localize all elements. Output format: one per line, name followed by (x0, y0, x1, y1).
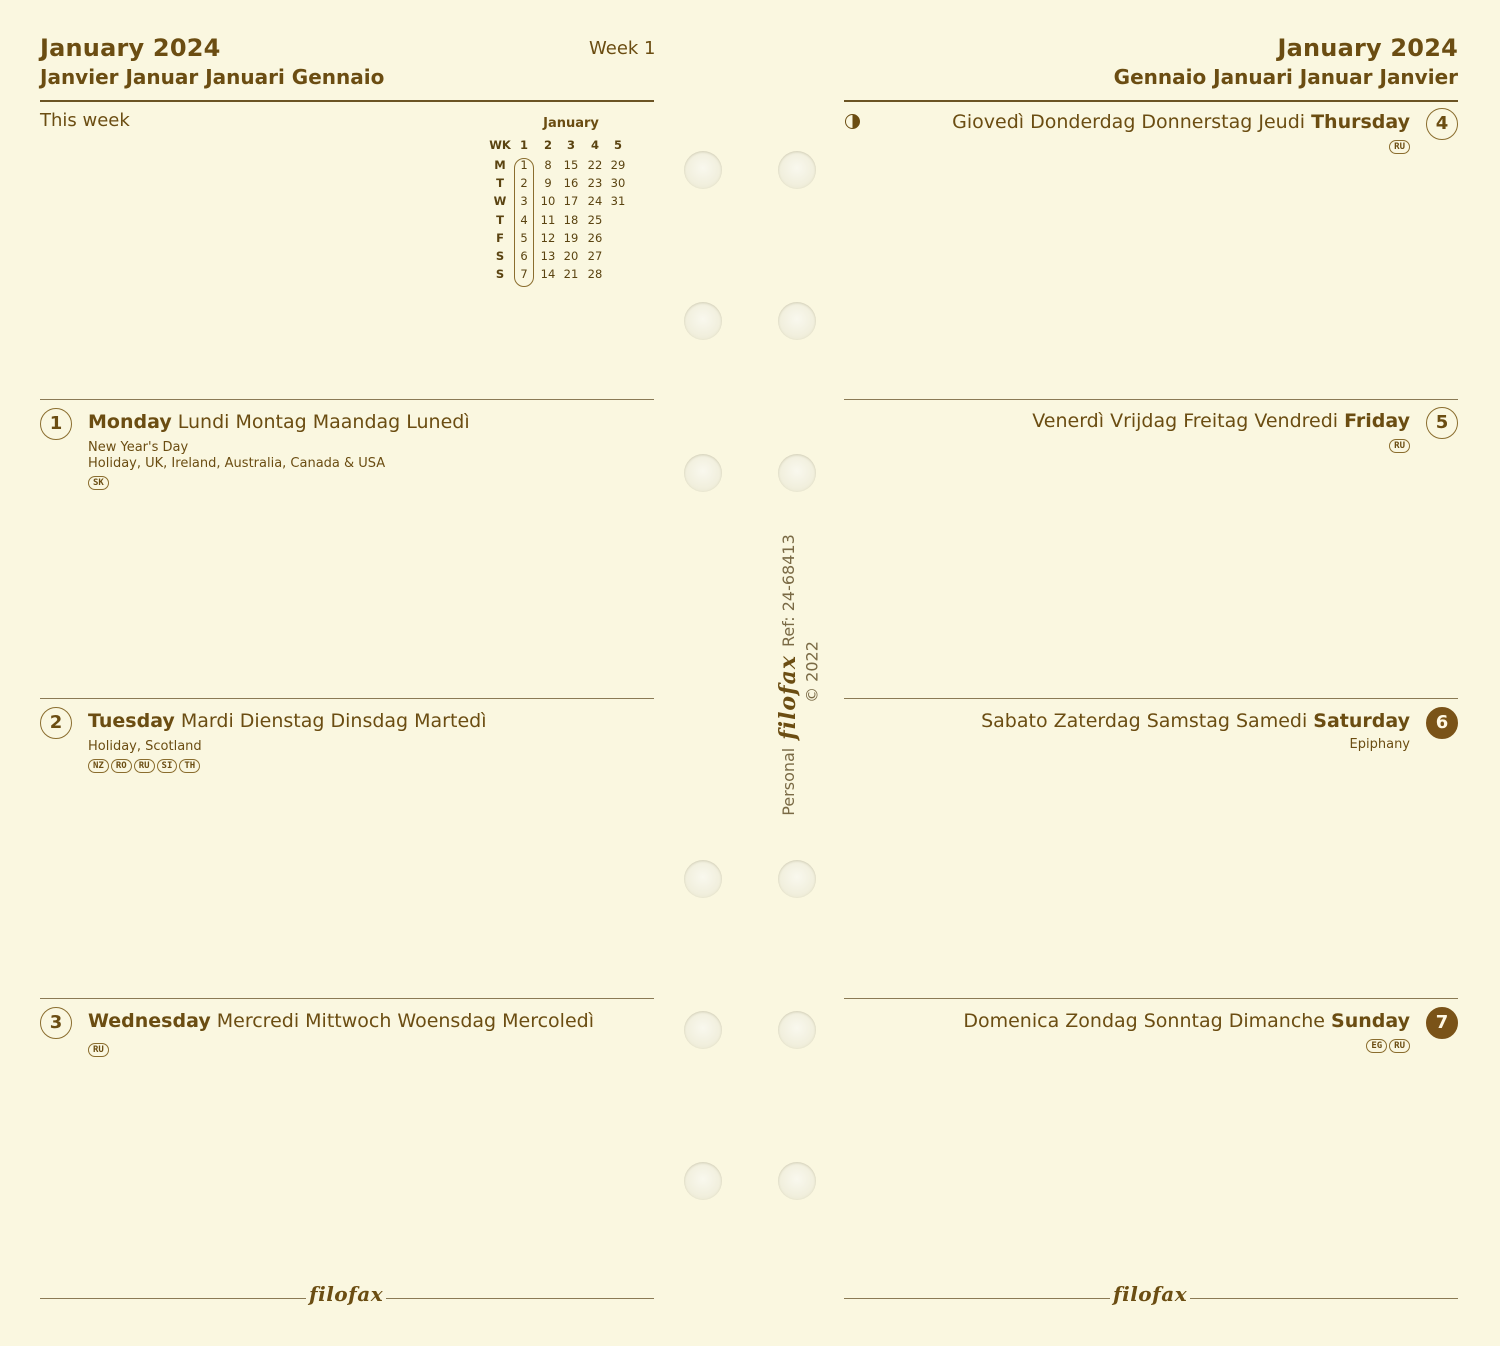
binder-hole (684, 302, 722, 340)
day-name-line (88, 411, 470, 433)
day-divider (40, 998, 654, 999)
day-name-english: Thursday (1311, 111, 1410, 133)
filofax-logo: filofax (1110, 1282, 1190, 1306)
holiday-country-codes (1389, 439, 1410, 453)
country-code-badge: TH (179, 759, 200, 773)
day-name-english: Monday (88, 411, 172, 433)
day-number-circle: 1 (40, 408, 72, 440)
day-divider (844, 698, 1458, 699)
mini-calendar-date: 3 (520, 194, 528, 209)
day-name-translations: Lundi Montag Maandag Lunedì (171, 411, 470, 433)
mini-calendar-date: 7 (520, 267, 528, 282)
mini-calendar-date: 12 (540, 230, 556, 245)
binder-hole (684, 1011, 722, 1049)
right-month-title: January 2024 (1277, 34, 1458, 62)
mini-calendar-date: 27 (587, 249, 603, 263)
mini-calendar-date: 24 (587, 194, 603, 209)
mini-calendar-weekday: W (493, 194, 507, 209)
filofax-logo: filofax (306, 1282, 386, 1306)
mini-calendar-date: 17 (563, 194, 579, 209)
day-name-translations: Mercredi Mittwoch Woensdag Mercoledì (210, 1010, 594, 1032)
country-code-badge: EG (1366, 1039, 1387, 1053)
day-name-english: Wednesday (88, 1010, 211, 1032)
mini-calendar-header-cell: WK (489, 138, 511, 152)
day-name-translations: Mardi Dienstag Dinsdag Martedì (174, 710, 487, 732)
day-number-circle: 6 (1426, 707, 1458, 739)
mini-calendar-date: 11 (540, 212, 556, 227)
holiday-country-codes (88, 1043, 109, 1057)
mini-calendar-date: 22 (587, 158, 603, 172)
mini-calendar-weekday: T (496, 212, 504, 227)
mini-calendar-header-cell: 4 (590, 138, 599, 152)
mini-calendar-date: 25 (587, 212, 603, 227)
mini-calendar-date: 16 (563, 176, 579, 191)
binder-hole (684, 151, 722, 189)
mini-calendar-header-cell: 5 (613, 138, 622, 152)
spine-personal: Personal (778, 747, 798, 816)
day-note: New Year's Day (88, 440, 189, 455)
mini-calendar-date: 5 (520, 230, 528, 245)
day-number-circle: 7 (1426, 1007, 1458, 1039)
binder-hole (778, 151, 816, 189)
mini-calendar-weekday: F (496, 230, 504, 245)
mini-calendar-date: 26 (587, 230, 603, 245)
country-code-badge: RU (1389, 439, 1410, 453)
day-divider (844, 399, 1458, 400)
right-month-languages: Gennaio Januari Januar Janvier (1113, 65, 1458, 89)
mini-calendar-date: 15 (563, 158, 579, 172)
day-number-circle: 4 (1426, 108, 1458, 140)
mini-calendar-date: 23 (587, 176, 603, 191)
day-name-line (963, 1010, 1410, 1032)
mini-calendar-date: 29 (610, 158, 626, 172)
mini-calendar-date: 4 (520, 212, 528, 227)
day-name-line (88, 710, 486, 732)
mini-calendar-date: 31 (610, 194, 626, 209)
day-divider (40, 698, 654, 699)
this-week-label: This week (40, 110, 130, 131)
day-name-translations: Sabato Zaterdag Samstag Samedi (981, 710, 1314, 732)
day-name-line (1032, 410, 1410, 432)
day-name-english: Saturday (1313, 710, 1410, 732)
mini-calendar-date: 6 (520, 249, 528, 263)
country-code-badge: RU (1389, 1039, 1410, 1053)
mini-calendar-date: 2 (520, 176, 528, 191)
country-code-badge: SI (157, 759, 178, 773)
holiday-country-codes (1389, 140, 1410, 154)
mini-calendar-date: 1 (520, 158, 528, 172)
header-rule (844, 100, 1458, 102)
holiday-country-codes (1366, 1039, 1410, 1053)
mini-calendar-date: 13 (540, 249, 556, 263)
first-quarter-moon-icon (845, 114, 860, 129)
country-code-badge: NZ (88, 759, 109, 773)
mini-calendar-header-cell: 3 (566, 138, 575, 152)
mini-calendar-date: 19 (563, 230, 579, 245)
mini-calendar-date: 20 (563, 249, 579, 263)
country-code-badge: RO (111, 759, 132, 773)
mini-calendar-date: 18 (563, 212, 579, 227)
header-rule (40, 100, 654, 102)
day-name-translations: Venerdì Vrijdag Freitag Vendredi (1032, 410, 1345, 432)
day-note: Epiphany (1349, 737, 1410, 752)
binder-hole (778, 1162, 816, 1200)
day-divider (844, 998, 1458, 999)
mini-calendar-date: 8 (544, 158, 552, 172)
country-code-badge: SK (88, 476, 109, 490)
day-name-english: Tuesday (88, 710, 175, 732)
mini-calendar-date: 28 (587, 267, 603, 282)
spine-imprint (775, 534, 801, 816)
week-label: Week 1 (589, 38, 656, 59)
country-code-badge: RU (1389, 140, 1410, 154)
mini-calendar-date: 10 (540, 194, 556, 209)
holiday-country-codes (88, 476, 109, 490)
binder-hole (684, 860, 722, 898)
day-name-translations: Domenica Zondag Sonntag Dimanche (963, 1010, 1332, 1032)
day-name-line (88, 1010, 594, 1032)
day-number-circle: 5 (1426, 407, 1458, 439)
day-name-line (952, 111, 1410, 133)
binder-hole (684, 454, 722, 492)
day-name-translations: Giovedì Donderdag Donnerstag Jeudi (952, 111, 1312, 133)
mini-calendar-header-cell: 2 (543, 138, 552, 152)
left-month-languages: Janvier Januar Januari Gennaio (40, 65, 385, 89)
binder-hole (778, 302, 816, 340)
country-code-badge: RU (134, 759, 155, 773)
day-divider (40, 399, 654, 400)
spine-filofax-logo: filofax (775, 655, 801, 740)
day-name-english: Friday (1344, 410, 1410, 432)
binder-hole (778, 860, 816, 898)
binder-hole (778, 1011, 816, 1049)
day-name-english: Sunday (1331, 1010, 1410, 1032)
mini-calendar-weekday: T (496, 176, 504, 191)
spine-ref: Ref: 24-68413 (778, 534, 798, 648)
left-month-title: January 2024 (40, 34, 221, 62)
day-number-circle: 2 (40, 707, 72, 739)
day-number-circle: 3 (40, 1007, 72, 1039)
binder-hole (684, 1162, 722, 1200)
mini-calendar-date: 9 (544, 176, 552, 191)
holiday-country-codes (88, 759, 200, 773)
mini-calendar-weekday: S (495, 267, 505, 282)
mini-calendar-title: January (543, 116, 599, 131)
mini-calendar-header-cell: 1 (519, 138, 528, 152)
day-note: Holiday, UK, Ireland, Australia, Canada & USA (88, 456, 386, 471)
mini-calendar-weekday: M (494, 158, 506, 172)
mini-calendar-date: 21 (563, 267, 579, 282)
mini-calendar-weekday: S (495, 249, 505, 263)
day-note: Holiday, Scotland (88, 739, 202, 754)
mini-calendar-date: 14 (540, 267, 556, 282)
binder-hole (778, 454, 816, 492)
day-name-line (981, 710, 1410, 732)
country-code-badge: RU (88, 1043, 109, 1057)
mini-calendar-date: 30 (610, 176, 626, 191)
spine-copyright: © 2022 (802, 641, 822, 703)
